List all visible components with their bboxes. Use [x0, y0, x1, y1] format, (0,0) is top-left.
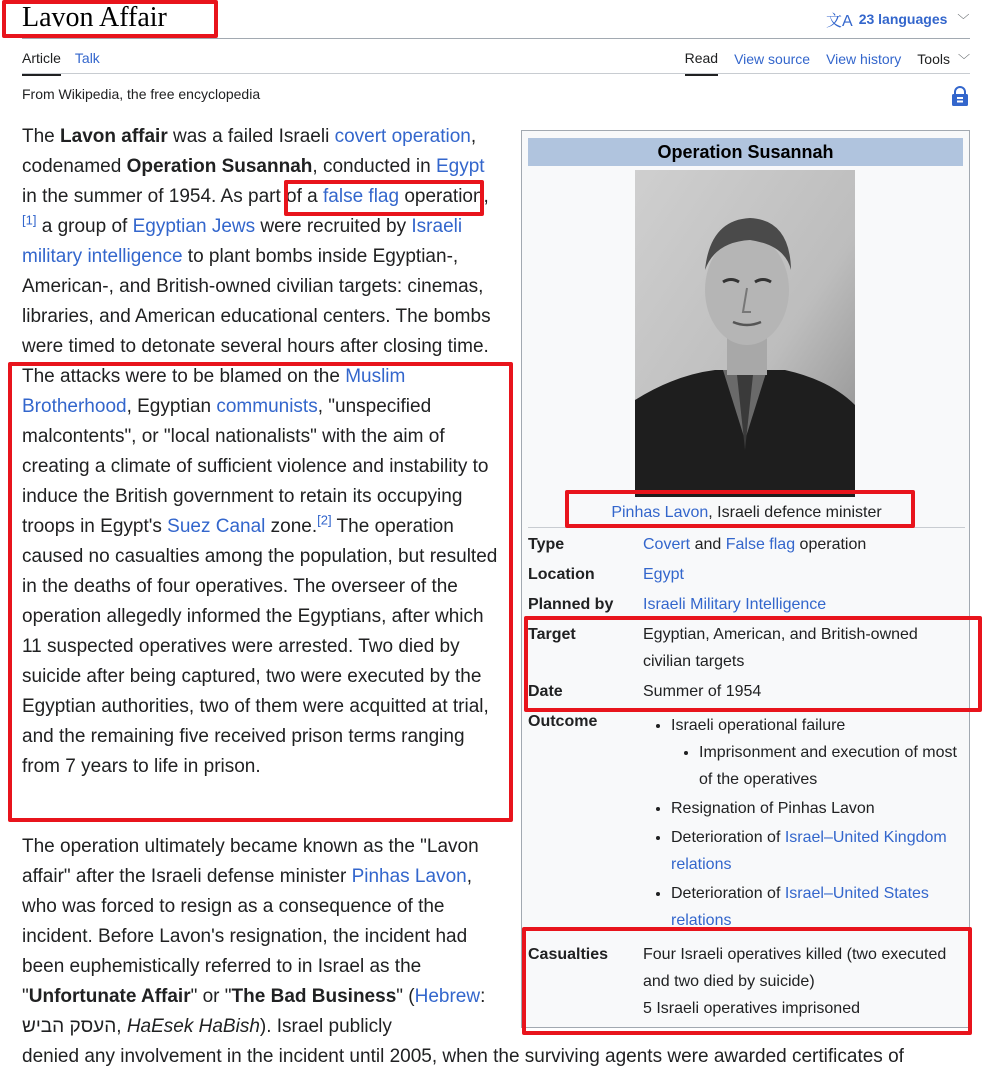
row-value	[643, 531, 961, 558]
casualty-line: 5 Israeli operatives imprisoned	[643, 1000, 860, 1017]
link-pinhas-lavon[interactable]: Pinhas Lavon	[611, 504, 709, 521]
link-israel-uk-relations[interactable]: Israel–United Kingdom relations	[671, 829, 947, 873]
text: and	[690, 536, 726, 553]
row-label: Casualties	[528, 946, 609, 963]
text: in the summer of 1954. As part of a	[22, 186, 323, 207]
link-egyptian-jews[interactable]: Egyptian Jews	[132, 216, 256, 237]
paragraph-continuation: denied any involvement in the incident until 2005, when the surviving agents were awarded certificates of	[22, 1046, 904, 1067]
casualty-line: Four Israeli operatives killed (two executed and two died by suicide)	[643, 946, 947, 990]
translate-icon: 文A	[826, 12, 853, 30]
row-value: Egyptian, American, and British-owned civilian targets	[643, 626, 918, 670]
chevron-down-icon: ﹀	[957, 12, 970, 27]
link-muslim-brotherhood[interactable]: Muslim Brotherhood	[22, 366, 406, 417]
row-value	[643, 941, 961, 1022]
page-title: Lavon Affair	[22, 2, 167, 33]
text: The operation ultimately became known as the "Lavon affair" after the Israeli defense minister	[22, 836, 479, 887]
list-item-text: Israeli operational failure	[671, 717, 846, 734]
list-item	[671, 712, 961, 793]
infobox-caption	[522, 503, 970, 523]
text: operation,	[399, 186, 489, 207]
row-label: Target	[528, 626, 576, 643]
tools-menu[interactable]	[917, 51, 970, 76]
link-false-flag[interactable]: False flag	[725, 536, 796, 553]
link-israel-us-relations[interactable]: Israel–United States relations	[671, 885, 929, 929]
text: The	[22, 126, 61, 147]
tagline: From Wikipedia, the free encyclopedia	[22, 86, 261, 102]
bold-term: Lavon affair	[60, 126, 168, 147]
tab-view-history[interactable]: View history	[826, 51, 902, 67]
link-israeli-military-intelligence[interactable]: Israeli Military Intelligence	[643, 596, 827, 613]
link-israeli-military-intelligence[interactable]: Israeli military intelligence	[22, 216, 463, 267]
second-paragraph	[22, 832, 502, 1042]
languages-button[interactable]	[826, 8, 969, 30]
text: " or "	[190, 986, 232, 1007]
tab-view-source[interactable]: View source	[734, 51, 811, 67]
link-communists[interactable]: communists	[216, 396, 318, 417]
link-egypt[interactable]: Egypt	[643, 566, 684, 583]
text: : העסק הביש,	[22, 986, 486, 1037]
text: ). Israel publicly	[259, 1016, 392, 1037]
infobox-divider	[528, 527, 965, 528]
link-egypt[interactable]: Egypt	[435, 156, 485, 177]
tabs-divider	[22, 73, 970, 74]
text: , conducted in	[312, 156, 436, 177]
bold-term: Unfortunate Affair	[28, 986, 191, 1007]
reference-link[interactable]: [2]	[317, 512, 332, 528]
outcome-list	[643, 712, 961, 933]
caption-text: , Israeli defence minister	[708, 504, 882, 521]
portrait-photo[interactable]	[635, 170, 855, 497]
tab-article[interactable]: Article	[22, 50, 61, 76]
bold-term: The Bad Business	[231, 986, 397, 1007]
list-item: • Resignation of Pinhas Lavon	[671, 795, 961, 822]
reference-link[interactable]: [1]	[22, 212, 37, 228]
link-false-flag[interactable]: false flag	[323, 186, 400, 207]
text: , Egyptian	[126, 396, 217, 417]
text: operation	[795, 536, 867, 553]
row-label: Location	[528, 566, 595, 583]
bold-term: Operation Susannah	[126, 156, 313, 177]
tab-read[interactable]: Read	[685, 50, 718, 76]
row-label: Outcome	[528, 713, 598, 730]
infobox-title: Operation Susannah	[528, 138, 963, 166]
lead-paragraph	[22, 122, 502, 782]
text: , codenamed	[22, 126, 477, 177]
row-value: Summer of 1954	[643, 683, 762, 700]
outcome-sublist	[671, 739, 961, 793]
text: , "unspecified malcontents", or "local nationalists" with the aim of creating a climate of sufficient violence and instability to induce the British government to retain its occupying troops in Egypt's	[22, 396, 489, 537]
text: a group of	[36, 216, 133, 237]
list-item	[671, 824, 961, 878]
row-label: Planned by	[528, 596, 614, 613]
link-suez-canal[interactable]: Suez Canal	[167, 516, 266, 537]
link-covert-operation[interactable]: covert operation	[334, 126, 471, 147]
title-divider	[22, 38, 970, 39]
text: , who was forced to resign as a consequence of the incident. Before Lavon's resignation, the incident had been euphemistically referred to in Israel as the "	[22, 866, 472, 1007]
list-item-text: Deterioration of	[671, 885, 785, 902]
list-item: • Imprisonment and execution of most of the operatives	[699, 739, 961, 793]
chevron-down-icon: ﹀	[957, 52, 970, 67]
infobox	[521, 130, 970, 1028]
text: The operation caused no casualties among the population, but resulted in the deaths of four operatives. The overseer of the operation allegedly informed the Egyptians, after which 11 suspected operatives were arrested. Two died by suicide after being captured, two were executed by the Egyptian authorities, two of them were acquitted at trial, and the remaining five received prison terms ranging from 7 years to life in prison.	[22, 516, 498, 777]
row-value	[643, 561, 961, 588]
row-value	[643, 591, 961, 618]
row-label: Date	[528, 683, 563, 700]
text: to plant bombs inside Egyptian-, American-, and British-owned civilian targets: cinemas, libraries, and American educational centers. The bombs were timed to detonate several hours after closing time. The attacks were to be blamed on the	[22, 246, 491, 387]
row-label: Type	[528, 536, 565, 553]
infobox-row-outcome	[528, 708, 965, 933]
tab-talk[interactable]: Talk	[74, 50, 100, 66]
list-item-text: Deterioration of	[671, 829, 785, 846]
text: were recruited by	[255, 216, 412, 237]
lock-icon[interactable]	[951, 86, 969, 106]
languages-label: 23 languages	[858, 11, 948, 27]
text: was a failed Israeli	[167, 126, 335, 147]
row-value	[643, 712, 961, 933]
list-item	[671, 880, 961, 933]
link-covert[interactable]: Covert	[643, 536, 691, 553]
tools-label: Tools	[917, 50, 950, 67]
text: zone.	[265, 516, 318, 537]
link-hebrew[interactable]: Hebrew	[414, 986, 481, 1007]
link-pinhas-lavon[interactable]: Pinhas Lavon	[351, 866, 467, 887]
italic-term: HaEsek HaBish	[126, 1016, 260, 1037]
text: " (	[396, 986, 415, 1007]
